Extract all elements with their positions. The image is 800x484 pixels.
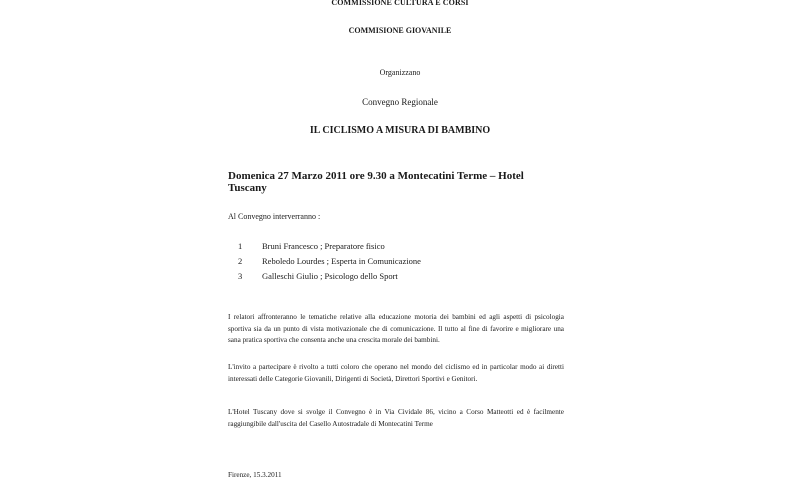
list-item	[238, 239, 421, 254]
speaker-number: 2	[238, 256, 243, 266]
header-commissione-giovanile: COMMISIONE GIOVANILE	[348, 26, 452, 35]
organizzano-text: Organizzano	[379, 68, 421, 77]
speakers-intro: Al Convegno interverranno :	[228, 212, 321, 221]
event-date-line1: Domenica 27 Marzo 2011 ore 9.30 a Montecatini Terme – Hotel	[228, 170, 524, 182]
place-date: Firenze, 15.3.2011	[228, 471, 282, 479]
paragraph-invitation: L'invito a partecipare è rivolto a tutti coloro che operano nel mondo del ciclismo ed in particolar modo ai diretti interessati delle Categorie Giovanili, Dirigenti di Società, Direttori Sportivi e Genitori.	[228, 363, 564, 383]
paragraph-location: L'Hotel Tuscany dove si svolge il Convegno è in Via Cividale 86, vicino a Corso Matteotti ed è facilmente raggiungibile dall'uscita del Casello Autostradale di Montecatini Terme	[228, 408, 564, 428]
speaker-number: 1	[238, 241, 243, 251]
header-commissione-cultura: COMMISSIONE CULTURA E CORSI	[331, 0, 469, 7]
speakers-list	[238, 239, 421, 284]
speaker-number: 3	[238, 271, 243, 281]
speaker-text: Reboledo Lourdes ; Esperta in Comunicazione	[262, 256, 421, 266]
event-date	[228, 170, 548, 194]
list-item	[238, 269, 421, 284]
list-item	[238, 254, 421, 269]
document-title: IL CICLISMO A MISURA DI BAMBINO	[309, 125, 491, 136]
speaker-text: Galleschi Giulio ; Psicologo dello Sport	[262, 271, 398, 281]
event-date-line2: Tuscany	[228, 182, 267, 194]
convegno-text: Convegno Regionale	[362, 97, 438, 107]
paragraph-topics: I relatori affronteranno le tematiche relative alla educazione motoria dei bambini ed agli aspetti di psicologia sportiva sia da un punto di vista motivazionale che di comunicazione. Il tutto al fine di favorire e migliorare una sana pratica sportiva che consenta anche una crescita morale dei bambini.	[228, 313, 564, 344]
speaker-text: Bruni Francesco ; Preparatore fisico	[262, 241, 385, 251]
